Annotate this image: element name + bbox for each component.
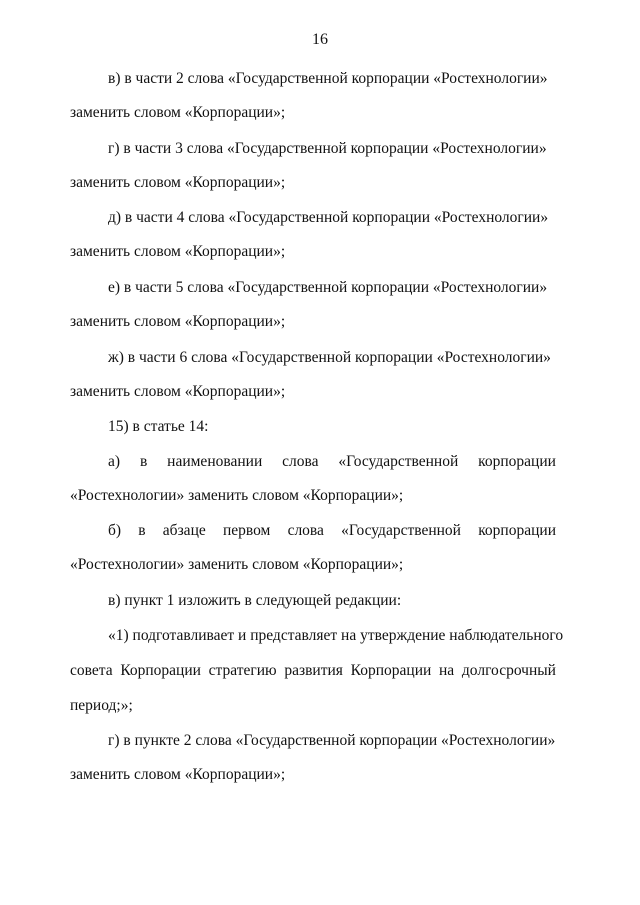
paragraph-text: в) в части 2 слова «Государственной корпорации «Ростехнологии» bbox=[108, 70, 548, 87]
word: долгосрочный bbox=[461, 662, 556, 679]
word: б) bbox=[108, 522, 122, 539]
paragraph-text: «Ростехнологии» заменить словом «Корпорации»; bbox=[70, 487, 404, 504]
word: на bbox=[439, 662, 455, 679]
word: первом bbox=[222, 522, 271, 539]
paragraph-text: «1) подготавливает и представляет на утверждение наблюдательного bbox=[108, 627, 564, 644]
paragraph-15: 15) в статье 14: bbox=[108, 418, 209, 435]
word: корпорации bbox=[478, 453, 556, 470]
paragraph-text: заменить словом «Корпорации»; bbox=[70, 243, 286, 260]
paragraph-text: г) в части 3 слова «Государственной корпорации «Ростехнологии» bbox=[108, 140, 547, 157]
word: совета bbox=[70, 662, 113, 679]
word: слова bbox=[287, 522, 324, 539]
paragraph-text: е) в части 5 слова «Государственной корпорации «Ростехнологии» bbox=[108, 279, 548, 296]
paragraph-text: г) в пункте 2 слова «Государственной корпорации «Ростехнологии» bbox=[108, 732, 556, 749]
word: стратегию bbox=[208, 662, 277, 679]
word: «Государственной bbox=[338, 453, 459, 470]
word: корпорации bbox=[478, 522, 556, 539]
word: Корпорации bbox=[350, 662, 432, 679]
paragraph-text: заменить словом «Корпорации»; bbox=[70, 174, 286, 191]
word: в bbox=[139, 453, 148, 470]
word: а) bbox=[108, 453, 121, 470]
paragraph-text: ж) в части 6 слова «Государственной корпорации «Ростехнологии» bbox=[108, 349, 551, 366]
word: «Государственной bbox=[341, 522, 461, 539]
word: наименовании bbox=[167, 453, 263, 470]
paragraph-text: д) в части 4 слова «Государственной корпорации «Ростехнологии» bbox=[108, 209, 549, 226]
word: Корпорации bbox=[120, 662, 201, 679]
paragraph-text: заменить словом «Корпорации»; bbox=[70, 313, 286, 330]
paragraph-v2: в) пункт 1 изложить в следующей редакции: bbox=[108, 592, 402, 609]
paragraph-text: заменить словом «Корпорации»; bbox=[70, 766, 286, 783]
word: абзаце bbox=[162, 522, 206, 539]
word: в bbox=[138, 522, 146, 539]
paragraph-text: «Ростехнологии» заменить словом «Корпорации»; bbox=[70, 556, 404, 573]
page-number: 16 bbox=[312, 31, 328, 48]
word: слова bbox=[282, 453, 319, 470]
paragraph-text: заменить словом «Корпорации»; bbox=[70, 104, 286, 121]
paragraph-text: период;»; bbox=[70, 697, 133, 714]
paragraph-text: заменить словом «Корпорации»; bbox=[70, 383, 286, 400]
word: развития bbox=[284, 662, 343, 679]
